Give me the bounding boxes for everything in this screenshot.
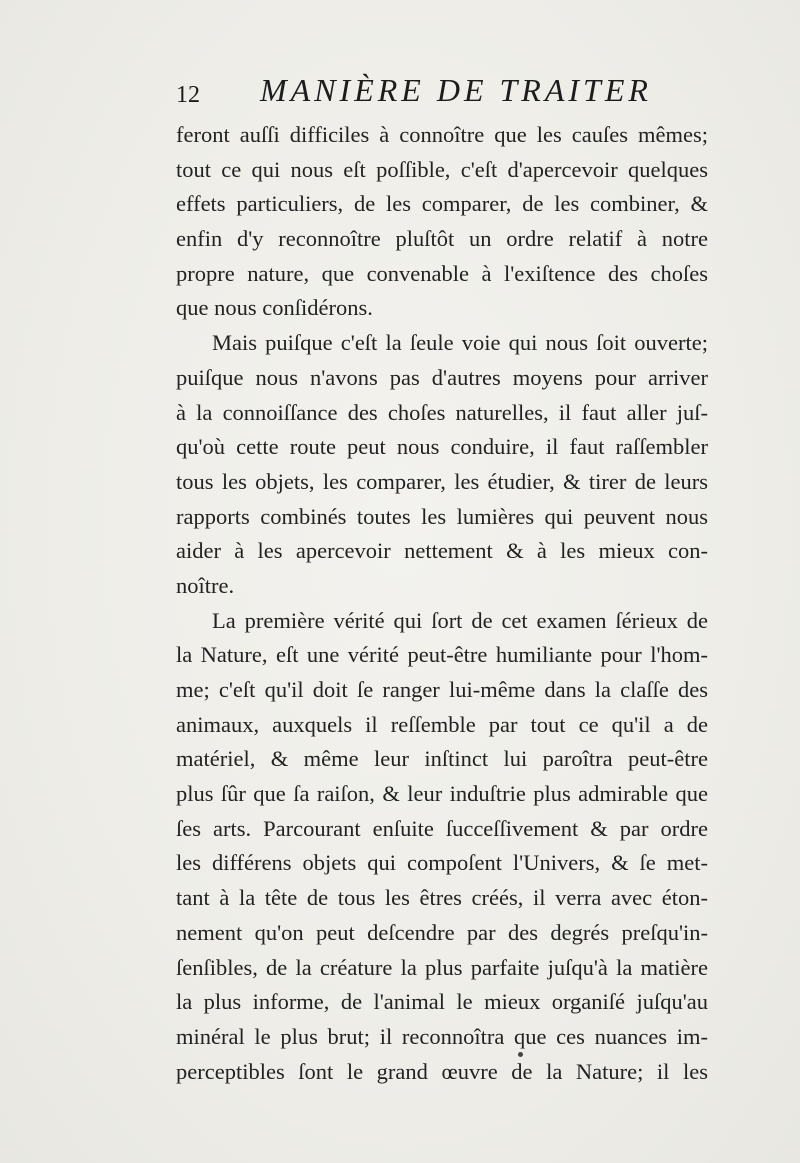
text-line: matériel, & même leur inſtinct lui paroîtra peut-être xyxy=(176,746,708,772)
text-line: qu'où cette route peut nous conduire, il faut raſſembler xyxy=(176,434,708,460)
text-line: tant à la tête de tous les êtres créés, il verra avec éton- xyxy=(176,885,708,911)
text-line: aider à les apercevoir nettement & à les mieux con- xyxy=(176,538,708,564)
text-line: minéral le plus brut; il reconnoîtra que ces nuances im- xyxy=(176,1023,708,1049)
text-line: que nous conſidérons. xyxy=(176,295,373,321)
running-head: MANIÈRE DE TRAITER xyxy=(260,72,652,108)
text-line: animaux, auxquels il reſſemble par tout ce qu'il a de xyxy=(176,711,708,737)
text-line: propre nature, que convenable à l'exiſtence des choſes xyxy=(176,260,708,286)
text-line: effets particuliers, de les comparer, de les combiner, & xyxy=(176,191,708,217)
text-line: enfin d'y reconnoître pluſtôt un ordre relatif à notre xyxy=(176,226,708,252)
text-line: rapports combinés toutes les lumières qui peuvent nous xyxy=(176,503,708,529)
text-line: noître. xyxy=(176,572,235,598)
text-line: tous les objets, les comparer, les étudier, & tirer de leurs xyxy=(176,468,708,494)
paragraph-start-line: Mais puiſque c'eſt la ſeule voie qui nous ſoit ouverte; xyxy=(212,330,708,356)
paragraph-start-line: La première vérité qui ſort de cet examen ſérieux de xyxy=(212,607,708,633)
text-line: la Nature, eſt une vérité peut-être humiliante pour l'hom- xyxy=(176,642,708,668)
text-line: la plus informe, de l'animal le mieux organiſé juſqu'au xyxy=(176,989,708,1015)
text-line: à la connoiſſance des choſes naturelles, il faut aller juſ- xyxy=(176,399,708,425)
text-line: me; c'eſt qu'il doit ſe ranger lui-même dans la claſſe des xyxy=(176,677,708,702)
page-number: 12 xyxy=(176,82,200,108)
text-line: ſes arts. Parcourant enſuite ſucceſſivement & par ordre xyxy=(176,815,708,841)
ink-speck xyxy=(518,1052,523,1057)
body-text xyxy=(176,118,708,1089)
page-header xyxy=(176,72,652,116)
text-line: feront auſſi difficiles à connoître que les cauſes mêmes; xyxy=(176,122,708,147)
text-line: les différens objets qui compoſent l'Univers, & ſe met- xyxy=(176,850,708,876)
text-line: perceptibles ſont le grand œuvre de la Nature; il les xyxy=(176,1058,708,1084)
text-line: nement qu'on peut deſcendre par des degrés preſqu'in- xyxy=(176,919,708,945)
text-line: ſenſibles, de la créature la plus parfaite juſqu'à la matière xyxy=(176,954,708,980)
text-line: plus ſûr que ſa raiſon, & leur induſtrie plus admirable que xyxy=(176,781,708,807)
text-line: tout ce qui nous eſt poſſible, c'eſt d'apercevoir quelques xyxy=(176,156,708,182)
text-line: puiſque nous n'avons pas d'autres moyens pour arriver xyxy=(176,364,708,390)
